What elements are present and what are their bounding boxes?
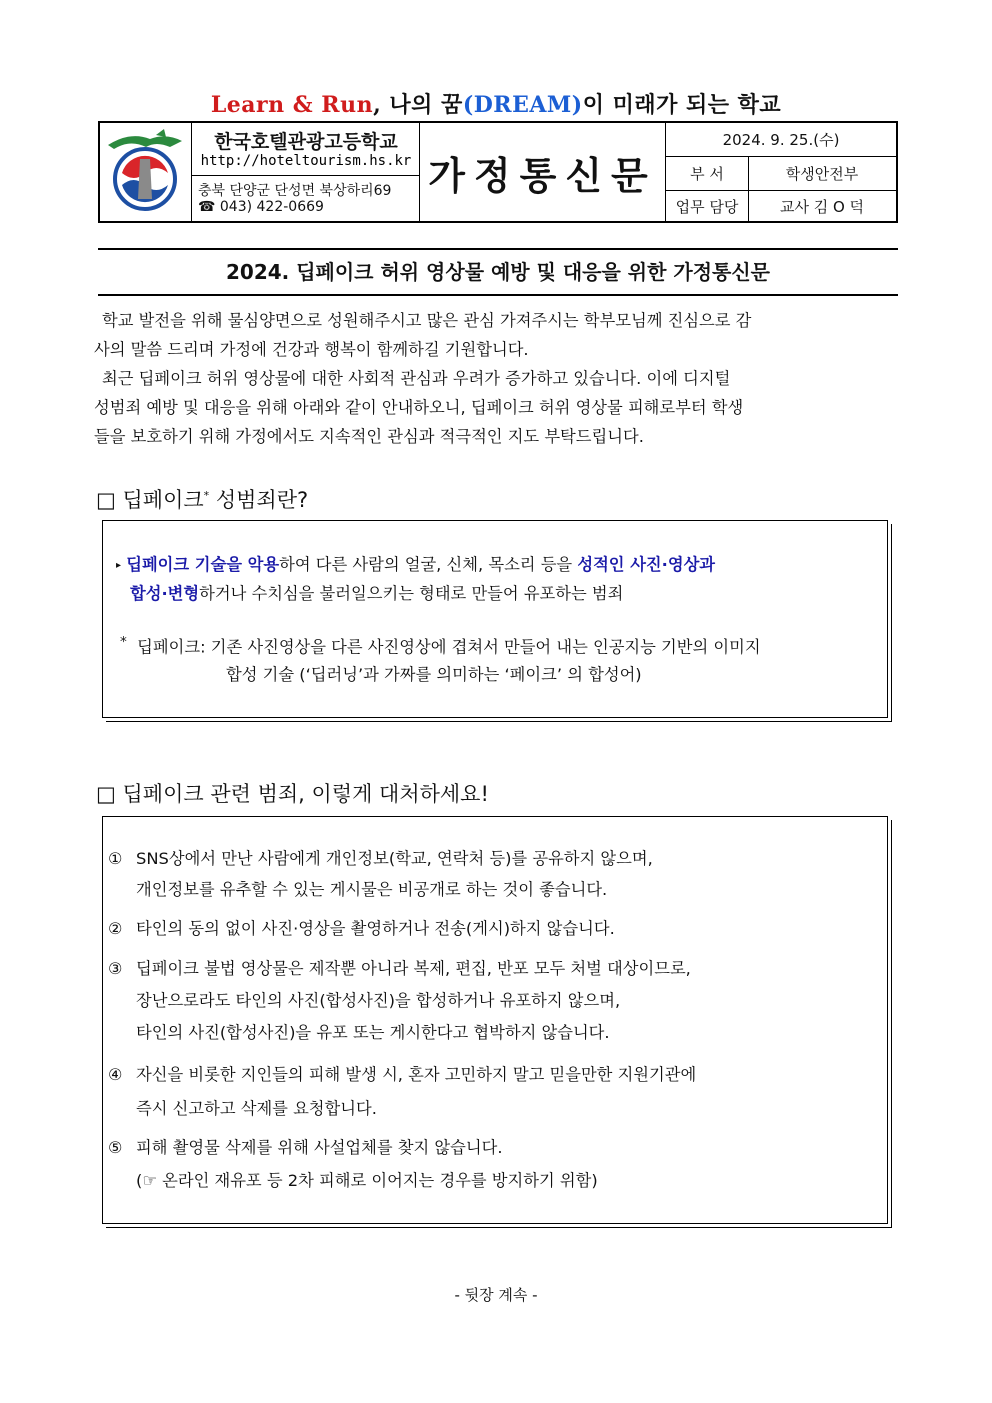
deepfake-note-line2: 합성 기술 (‘딥러닝’과 가짜를 의미하는 ‘페이크’ 의 합성어) <box>226 665 642 684</box>
section1-heading-mark: * <box>203 489 210 502</box>
section1-heading-b: 성범죄란? <box>209 488 309 512</box>
note-mark: * <box>120 634 127 650</box>
school-logo-icon <box>100 123 190 221</box>
school-info-divider <box>192 175 420 176</box>
section1-heading <box>96 484 308 514</box>
slogan-future: 이 미래가 되는 학교 <box>582 92 782 118</box>
item-number: ① <box>108 849 123 868</box>
item-line: 딥페이크 불법 영상물은 제작뿐 아니라 복제, 편집, 반포 모두 처벌 대상이므로, <box>136 959 691 978</box>
item-line: 자신을 비롯한 지인들의 피해 발생 시, 혼자 고민하지 말고 믿을만한 지원기관에 <box>136 1065 697 1084</box>
item-number: ④ <box>108 1065 123 1084</box>
item-line: (☞ 온라인 재유포 등 2차 피해로 이어지는 경우를 방지하기 위함) <box>136 1171 598 1190</box>
intro-p1-line2: 사의 말씀 드리며 가정에 건강과 행복이 함께하길 기원합니다. <box>94 340 529 359</box>
doc-type-cell <box>420 123 666 221</box>
title-top-rule <box>98 248 898 250</box>
slogan-learn-run: Learn & Run <box>210 92 374 118</box>
definition-text2: 하거나 수치심을 불러일으키는 형태로 만들어 유포하는 범죄 <box>199 584 624 603</box>
continue-footer: - 뒷장 계속 - <box>454 1286 538 1304</box>
definition-bold2: 성적인 사진·영상과 <box>577 555 716 574</box>
item-number: ⑤ <box>108 1138 123 1157</box>
definition-line2 <box>130 579 880 608</box>
definition-text1: 하여 다른 사람의 얼굴, 신체, 목소리 등을 <box>279 555 578 574</box>
school-phone: ☎ 043) 422-0669 <box>198 199 324 215</box>
item-line: 타인의 사진(합성사진)을 유포 또는 게시한다고 협박하지 않습니다. <box>136 1023 610 1042</box>
item-line: SNS상에서 만난 사람에게 개인정보(학교, 연락처 등)를 공유하지 않으며, <box>136 849 653 868</box>
deepfake-note-line1 <box>120 628 761 661</box>
doc-info-cell <box>666 123 896 221</box>
intro-p2-line2: 성범죄 예방 및 대응을 위해 아래와 같이 안내하오니, 딥페이크 허위 영상물 피해로부터 학생 <box>94 398 744 417</box>
slogan-my-dream: , 나의 꿈 <box>373 92 463 118</box>
definition-bold1: 딥페이크 기술을 악용 <box>126 555 280 574</box>
section1-heading-a: □ 딥페이크 <box>96 488 204 512</box>
manager-label: 업무 담당 <box>666 191 749 221</box>
slogan <box>0 88 992 119</box>
section2-heading: □ 딥페이크 관련 범죄, 이렇게 대처하세요! <box>96 782 489 806</box>
item-line: 타인의 동의 없이 사진·영상을 촬영하거나 전송(게시)하지 않습니다. <box>136 919 615 938</box>
intro-text <box>94 306 904 451</box>
item-line: 즉시 신고하고 삭제를 요청합니다. <box>136 1099 377 1118</box>
intro-p1-line1: 학교 발전을 위해 물심양면으로 성원해주시고 많은 관심 가져주시는 학부모님께 진심으로 감 <box>102 311 752 330</box>
intro-p2-line1: 최근 딥페이크 허위 영상물에 대한 사회적 관심과 우려가 증가하고 있습니다. 이에 디지털 <box>102 369 731 388</box>
item-line: 장난으로라도 타인의 사진(합성사진)을 합성하거나 유포하지 않으며, <box>136 991 621 1010</box>
doc-type-title: 가정통신문 <box>428 152 657 198</box>
school-info-cell <box>192 123 420 221</box>
title-bottom-rule <box>98 294 898 296</box>
item-line: 피해 촬영물 삭제를 위해 사설업체를 찾지 않습니다. <box>136 1138 503 1157</box>
manager-value: 교사 김 O 덕 <box>779 197 865 216</box>
dept-row <box>666 157 896 191</box>
item-line: 개인정보를 유추할 수 있는 게시물은 비공개로 하는 것이 좋습니다. <box>136 880 608 899</box>
school-url[interactable]: http://hoteltourism.hs.kr <box>200 153 412 169</box>
intro-p2-line3: 들을 보호하기 위해 가정에서도 지속적인 관심과 적극적인 지도 부탁드립니다. <box>94 427 644 446</box>
doc-title: 2024. 딥페이크 허위 영상물 예방 및 대응을 위한 가정통신문 <box>225 260 770 284</box>
doc-date: 2024. 9. 25.(수) <box>666 123 896 157</box>
dept-label: 부 서 <box>666 157 749 190</box>
definition-bold3: 합성·변형 <box>130 584 200 603</box>
bullet-triangle-icon: ▸ <box>116 560 122 571</box>
school-name: 한국호텔관광고등학교 <box>214 131 398 153</box>
dept-value: 학생안전부 <box>785 165 859 183</box>
school-logo-cell <box>100 123 192 221</box>
manager-row <box>666 191 896 221</box>
slogan-dream: (DREAM) <box>462 92 583 118</box>
note-text1: 딥페이크: 기존 사진영상을 다른 사진영상에 겹쳐서 만들어 내는 인공지능 기반의 이미지 <box>137 637 761 657</box>
school-address: 충북 단양군 단성면 북상하리69 <box>198 183 392 199</box>
definition-line1 <box>116 550 882 582</box>
header-table <box>98 121 898 223</box>
item-number: ② <box>108 919 123 938</box>
item-number: ③ <box>108 959 123 978</box>
